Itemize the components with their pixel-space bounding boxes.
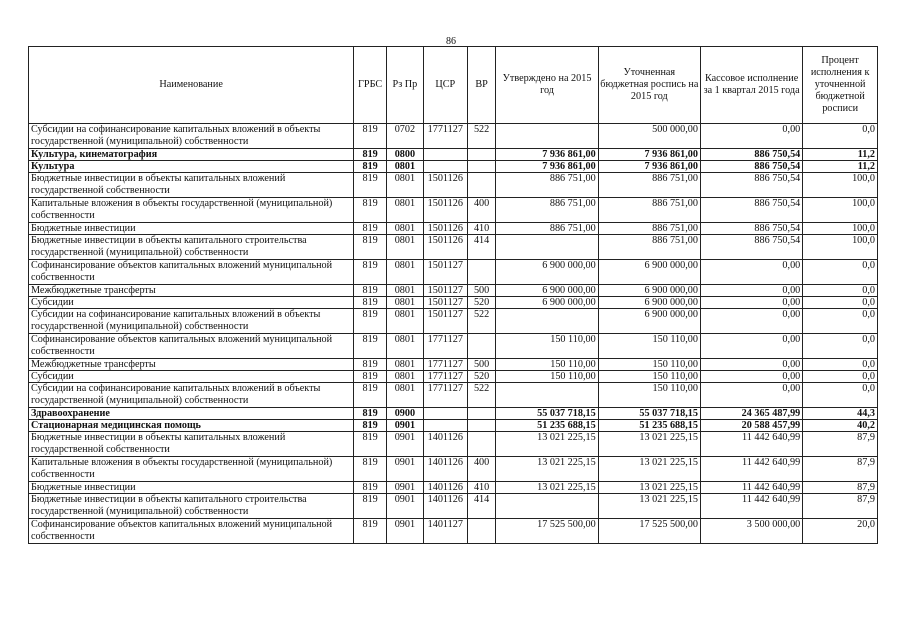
cell-rzpr: 0801 <box>386 173 423 198</box>
cell-csr: 1401126 <box>423 482 467 494</box>
cell-csr: 1501126 <box>423 223 467 235</box>
table-row <box>29 494 878 519</box>
table-body <box>29 124 878 544</box>
cell-vr: 400 <box>467 198 496 223</box>
cell-clarified: 6 900 000,00 <box>598 309 700 334</box>
cell-vr <box>467 408 496 420</box>
cell-csr: 1401126 <box>423 457 467 482</box>
cell-approved: 51 235 688,15 <box>496 420 598 432</box>
cell-rzpr: 0901 <box>386 457 423 482</box>
cell-grbs: 819 <box>354 235 387 260</box>
cell-cash: 0,00 <box>700 334 802 359</box>
cell-approved: 17 525 500,00 <box>496 519 598 544</box>
cell-percent: 0,0 <box>803 260 878 285</box>
cell-approved: 150 110,00 <box>496 334 598 359</box>
cell-approved: 7 936 861,00 <box>496 161 598 173</box>
cell-percent: 44,3 <box>803 408 878 420</box>
cell-clarified: 150 110,00 <box>598 334 700 359</box>
cell-cash: 20 588 457,99 <box>700 420 802 432</box>
cell-name: Межбюджетные трансферты <box>29 285 354 297</box>
cell-grbs: 819 <box>354 371 387 383</box>
cell-rzpr: 0900 <box>386 408 423 420</box>
cell-name: Бюджетные инвестиции в объекты капитального строительства государственной (муниципальной) собственности <box>29 235 354 260</box>
cell-vr <box>467 161 496 173</box>
cell-percent: 11,2 <box>803 149 878 161</box>
cell-vr <box>467 519 496 544</box>
cell-rzpr: 0801 <box>386 309 423 334</box>
cell-cash: 11 442 640,99 <box>700 482 802 494</box>
cell-vr: 520 <box>467 297 496 309</box>
cell-csr: 1401127 <box>423 519 467 544</box>
table-row <box>29 371 878 383</box>
cell-vr: 500 <box>467 285 496 297</box>
cell-csr: 1501127 <box>423 285 467 297</box>
cell-cash: 886 750,54 <box>700 149 802 161</box>
cell-percent: 11,2 <box>803 161 878 173</box>
cell-approved: 13 021 225,15 <box>496 482 598 494</box>
header-csr: ЦСР <box>423 47 467 124</box>
cell-grbs: 819 <box>354 432 387 457</box>
cell-cash: 886 750,54 <box>700 198 802 223</box>
cell-vr: 520 <box>467 371 496 383</box>
cell-percent: 0,0 <box>803 383 878 408</box>
cell-approved <box>496 494 598 519</box>
cell-vr: 522 <box>467 309 496 334</box>
cell-rzpr: 0800 <box>386 149 423 161</box>
cell-percent: 0,0 <box>803 285 878 297</box>
cell-approved: 6 900 000,00 <box>496 285 598 297</box>
cell-rzpr: 0801 <box>386 383 423 408</box>
cell-rzpr: 0801 <box>386 198 423 223</box>
cell-csr: 1501127 <box>423 297 467 309</box>
cell-csr: 1771127 <box>423 371 467 383</box>
cell-approved: 886 751,00 <box>496 173 598 198</box>
cell-percent: 20,0 <box>803 519 878 544</box>
cell-grbs: 819 <box>354 359 387 371</box>
page-number: 86 <box>446 36 456 47</box>
cell-name: Межбюджетные трансферты <box>29 359 354 371</box>
cell-name: Субсидии на софинансирование капитальных вложений в объекты государственной (муниципальной) собственности <box>29 309 354 334</box>
cell-vr: 500 <box>467 359 496 371</box>
cell-clarified: 13 021 225,15 <box>598 482 700 494</box>
cell-grbs: 819 <box>354 223 387 235</box>
cell-percent: 87,9 <box>803 457 878 482</box>
cell-vr: 414 <box>467 235 496 260</box>
table-row <box>29 309 878 334</box>
cell-name: Капитальные вложения в объекты государственной (муниципальной) собственности <box>29 457 354 482</box>
cell-vr: 414 <box>467 494 496 519</box>
cell-approved: 886 751,00 <box>496 198 598 223</box>
cell-rzpr: 0801 <box>386 235 423 260</box>
table-header-row <box>29 47 878 124</box>
table-row <box>29 383 878 408</box>
header-clarified: Уточненная бюджетная роспись на 2015 год <box>598 47 700 124</box>
cell-csr: 1501127 <box>423 309 467 334</box>
cell-approved: 7 936 861,00 <box>496 149 598 161</box>
cell-csr: 1501126 <box>423 198 467 223</box>
cell-grbs: 819 <box>354 482 387 494</box>
table-row <box>29 297 878 309</box>
cell-csr: 1501127 <box>423 260 467 285</box>
cell-clarified: 150 110,00 <box>598 371 700 383</box>
header-name: Наименование <box>29 47 354 124</box>
cell-clarified: 886 751,00 <box>598 235 700 260</box>
cell-csr: 1771127 <box>423 334 467 359</box>
cell-name: Бюджетные инвестиции <box>29 223 354 235</box>
cell-grbs: 819 <box>354 519 387 544</box>
cell-grbs: 819 <box>354 383 387 408</box>
cell-grbs: 819 <box>354 285 387 297</box>
cell-clarified: 7 936 861,00 <box>598 149 700 161</box>
cell-name: Культура, кинематография <box>29 149 354 161</box>
cell-cash: 886 750,54 <box>700 235 802 260</box>
cell-cash: 0,00 <box>700 297 802 309</box>
cell-name: Бюджетные инвестиции в объекты капитального строительства государственной (муниципальной) собственности <box>29 494 354 519</box>
cell-vr: 522 <box>467 383 496 408</box>
table-row <box>29 198 878 223</box>
cell-clarified: 886 751,00 <box>598 223 700 235</box>
cell-approved: 886 751,00 <box>496 223 598 235</box>
table-row <box>29 334 878 359</box>
cell-approved: 6 900 000,00 <box>496 260 598 285</box>
table-row <box>29 482 878 494</box>
header-cash: Кассовое исполнение за 1 квартал 2015 года <box>700 47 802 124</box>
cell-rzpr: 0801 <box>386 161 423 173</box>
cell-percent: 87,9 <box>803 432 878 457</box>
cell-name: Субсидии <box>29 371 354 383</box>
cell-rzpr: 0801 <box>386 371 423 383</box>
cell-vr <box>467 173 496 198</box>
cell-vr <box>467 420 496 432</box>
cell-clarified: 150 110,00 <box>598 359 700 371</box>
cell-cash: 0,00 <box>700 285 802 297</box>
cell-percent: 0,0 <box>803 124 878 149</box>
cell-rzpr: 0801 <box>386 359 423 371</box>
cell-clarified: 886 751,00 <box>598 173 700 198</box>
cell-cash: 3 500 000,00 <box>700 519 802 544</box>
cell-rzpr: 0901 <box>386 494 423 519</box>
cell-name: Здравоохранение <box>29 408 354 420</box>
cell-csr: 1401126 <box>423 432 467 457</box>
cell-clarified: 6 900 000,00 <box>598 260 700 285</box>
cell-cash: 886 750,54 <box>700 223 802 235</box>
header-approved: Утверждено на 2015 год <box>496 47 598 124</box>
cell-clarified: 13 021 225,15 <box>598 494 700 519</box>
cell-csr: 1401126 <box>423 494 467 519</box>
cell-cash: 0,00 <box>700 383 802 408</box>
cell-name: Стационарная медицинская помощь <box>29 420 354 432</box>
cell-cash: 11 442 640,99 <box>700 432 802 457</box>
cell-grbs: 819 <box>354 173 387 198</box>
cell-rzpr: 0801 <box>386 223 423 235</box>
cell-rzpr: 0801 <box>386 334 423 359</box>
cell-csr <box>423 408 467 420</box>
cell-percent: 100,0 <box>803 173 878 198</box>
table-row <box>29 432 878 457</box>
cell-rzpr: 0901 <box>386 420 423 432</box>
cell-clarified: 6 900 000,00 <box>598 285 700 297</box>
cell-grbs: 819 <box>354 260 387 285</box>
cell-rzpr: 0801 <box>386 285 423 297</box>
cell-vr: 410 <box>467 223 496 235</box>
table-row <box>29 235 878 260</box>
cell-percent: 87,9 <box>803 482 878 494</box>
cell-percent: 100,0 <box>803 235 878 260</box>
cell-csr <box>423 149 467 161</box>
cell-vr <box>467 432 496 457</box>
cell-grbs: 819 <box>354 457 387 482</box>
table-row <box>29 149 878 161</box>
cell-percent: 0,0 <box>803 359 878 371</box>
table-row <box>29 408 878 420</box>
cell-vr <box>467 149 496 161</box>
cell-percent: 0,0 <box>803 371 878 383</box>
cell-name: Бюджетные инвестиции <box>29 482 354 494</box>
cell-grbs: 819 <box>354 309 387 334</box>
cell-cash: 11 442 640,99 <box>700 457 802 482</box>
cell-csr: 1771127 <box>423 359 467 371</box>
cell-name: Софинансирование объектов капитальных вложений муниципальной собственности <box>29 260 354 285</box>
cell-csr: 1501126 <box>423 235 467 260</box>
cell-rzpr: 0901 <box>386 519 423 544</box>
cell-rzpr: 0901 <box>386 482 423 494</box>
cell-cash: 0,00 <box>700 371 802 383</box>
cell-csr: 1771127 <box>423 124 467 149</box>
cell-csr <box>423 161 467 173</box>
cell-name: Субсидии <box>29 297 354 309</box>
cell-percent: 0,0 <box>803 334 878 359</box>
cell-approved: 6 900 000,00 <box>496 297 598 309</box>
table-row <box>29 260 878 285</box>
cell-percent: 0,0 <box>803 309 878 334</box>
cell-grbs: 819 <box>354 297 387 309</box>
cell-clarified: 13 021 225,15 <box>598 457 700 482</box>
cell-rzpr: 0801 <box>386 260 423 285</box>
cell-cash: 0,00 <box>700 260 802 285</box>
cell-approved: 13 021 225,15 <box>496 457 598 482</box>
cell-cash: 0,00 <box>700 124 802 149</box>
cell-csr: 1771127 <box>423 383 467 408</box>
table-row <box>29 420 878 432</box>
cell-rzpr: 0801 <box>386 297 423 309</box>
cell-clarified: 886 751,00 <box>598 198 700 223</box>
cell-name: Софинансирование объектов капитальных вложений муниципальной собственности <box>29 334 354 359</box>
cell-percent: 87,9 <box>803 494 878 519</box>
table-row <box>29 285 878 297</box>
cell-name: Бюджетные инвестиции в объекты капитальных вложений государственной собственности <box>29 173 354 198</box>
cell-vr: 522 <box>467 124 496 149</box>
cell-csr: 1501126 <box>423 173 467 198</box>
cell-grbs: 819 <box>354 494 387 519</box>
cell-cash: 886 750,54 <box>700 173 802 198</box>
cell-percent: 40,2 <box>803 420 878 432</box>
cell-clarified: 150 110,00 <box>598 383 700 408</box>
cell-clarified: 17 525 500,00 <box>598 519 700 544</box>
cell-grbs: 819 <box>354 198 387 223</box>
cell-cash: 0,00 <box>700 309 802 334</box>
cell-cash: 886 750,54 <box>700 161 802 173</box>
cell-approved: 13 021 225,15 <box>496 432 598 457</box>
cell-percent: 100,0 <box>803 198 878 223</box>
cell-approved <box>496 235 598 260</box>
cell-vr: 410 <box>467 482 496 494</box>
budget-execution-table <box>28 46 878 544</box>
table-row <box>29 173 878 198</box>
cell-name: Капитальные вложения в объекты государственной (муниципальной) собственности <box>29 198 354 223</box>
cell-rzpr: 0702 <box>386 124 423 149</box>
cell-approved: 150 110,00 <box>496 371 598 383</box>
cell-name: Бюджетные инвестиции в объекты капитальных вложений государственной собственности <box>29 432 354 457</box>
table-row <box>29 359 878 371</box>
cell-clarified: 51 235 688,15 <box>598 420 700 432</box>
cell-grbs: 819 <box>354 161 387 173</box>
table-row <box>29 161 878 173</box>
table-row <box>29 457 878 482</box>
table-row <box>29 223 878 235</box>
cell-grbs: 819 <box>354 334 387 359</box>
header-grbs: ГРБС <box>354 47 387 124</box>
cell-vr <box>467 260 496 285</box>
cell-approved: 55 037 718,15 <box>496 408 598 420</box>
cell-name: Софинансирование объектов капитальных вложений муниципальной собственности <box>29 519 354 544</box>
cell-grbs: 819 <box>354 420 387 432</box>
cell-rzpr: 0901 <box>386 432 423 457</box>
cell-vr: 400 <box>467 457 496 482</box>
table-row <box>29 519 878 544</box>
header-rzpr: Рз Пр <box>386 47 423 124</box>
cell-grbs: 819 <box>354 408 387 420</box>
cell-cash: 0,00 <box>700 359 802 371</box>
cell-vr <box>467 334 496 359</box>
cell-clarified: 7 936 861,00 <box>598 161 700 173</box>
cell-percent: 100,0 <box>803 223 878 235</box>
header-percent: Процент исполнения к уточненной бюджетной росписи <box>803 47 878 124</box>
cell-clarified: 6 900 000,00 <box>598 297 700 309</box>
cell-clarified: 55 037 718,15 <box>598 408 700 420</box>
cell-name: Культура <box>29 161 354 173</box>
header-vr: ВР <box>467 47 496 124</box>
cell-clarified: 500 000,00 <box>598 124 700 149</box>
cell-approved <box>496 124 598 149</box>
cell-approved: 150 110,00 <box>496 359 598 371</box>
cell-grbs: 819 <box>354 124 387 149</box>
cell-csr <box>423 420 467 432</box>
cell-name: Субсидии на софинансирование капитальных вложений в объекты государственной (муниципальной) собственности <box>29 124 354 149</box>
cell-cash: 11 442 640,99 <box>700 494 802 519</box>
table-row <box>29 124 878 149</box>
cell-grbs: 819 <box>354 149 387 161</box>
cell-name: Субсидии на софинансирование капитальных вложений в объекты государственной (муниципальной) собственности <box>29 383 354 408</box>
cell-percent: 0,0 <box>803 297 878 309</box>
cell-approved <box>496 309 598 334</box>
cell-approved <box>496 383 598 408</box>
cell-clarified: 13 021 225,15 <box>598 432 700 457</box>
cell-cash: 24 365 487,99 <box>700 408 802 420</box>
